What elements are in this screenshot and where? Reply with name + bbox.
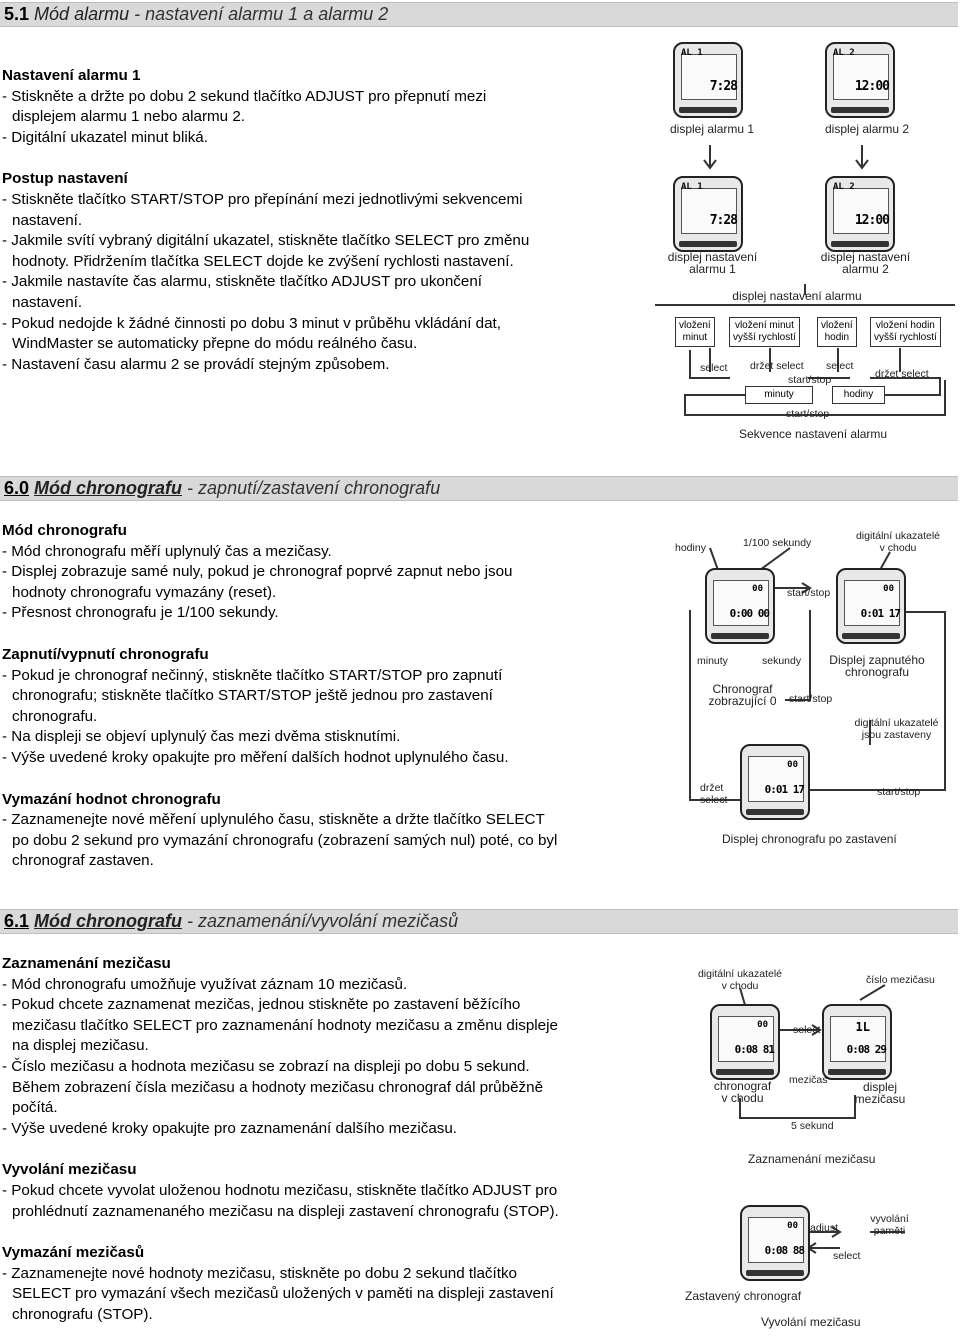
paragraph-title: Mód chronografu xyxy=(2,522,127,539)
box-vlozeni-minut: vložení minut xyxy=(675,317,715,347)
text-line: chronograf zastaven. xyxy=(12,852,154,870)
text-line: počítá. xyxy=(12,1099,58,1117)
label-lap-display: displej mezičasu xyxy=(854,1080,906,1106)
section-number: 6.0 xyxy=(4,478,30,498)
label-digital-running: digitální ukazatelé v chodu xyxy=(697,968,783,992)
section-mode: Mód alarmu xyxy=(34,4,130,24)
label-stopped-chrono: Zastavený chronograf xyxy=(685,1289,802,1303)
text-line: - Mód chronografu měří uplynulý čas a mezičasy. xyxy=(2,542,332,560)
text-line: - Pokud chcete zaznamenat mezičas, jednou stiskněte po zastavení běžícího xyxy=(2,996,521,1014)
paragraph-title: Vyvolání mezičasu xyxy=(2,1161,137,1179)
label-digital-stopped: digitální ukazatelé jsou zastaveny xyxy=(854,717,939,741)
text-line: po dobu 2 sekund pro vymazání chronografu (zobrazení samých nul) poté, co byl xyxy=(12,831,558,849)
section-mode: Mód chronografu xyxy=(34,478,183,498)
paragraph-title: Vymazání hodnot chronografu xyxy=(2,790,221,808)
label-1-100-sekundy: 1/100 sekundy xyxy=(743,537,812,549)
label-lap-number: číslo mezičasu xyxy=(866,974,935,986)
text-line: - Jakmile nastavíte čas alarmu, stiskněte tlačítko ADJUST pro ukončení xyxy=(2,273,483,291)
display-alarm-1: AL 1 7:28 xyxy=(673,42,743,118)
figure-caption: Displej chronografu po zastavení xyxy=(722,832,897,846)
section-mode: Mód chronografu xyxy=(34,911,183,931)
box-hodiny: hodiny xyxy=(832,386,885,404)
box-vlozeni-hodin-rych: vložení hodin vyšší rychlostí xyxy=(870,317,941,347)
section-number: 6.1 xyxy=(4,911,30,931)
display-setting-alarm-2: AL 2 12:00 xyxy=(825,176,895,252)
paragraph-title: Vymazání mezičasů xyxy=(2,1244,145,1262)
text-line: nastavení. xyxy=(12,211,83,229)
label-5-sec: 5 sekund xyxy=(791,1120,834,1132)
paragraph-title: Postup nastavení xyxy=(2,170,128,188)
label-adjust: adjust xyxy=(810,1222,839,1234)
label-hodiny: hodiny xyxy=(675,542,706,554)
label-start-stop-3: start/stop xyxy=(877,786,921,798)
display-alarm-2: AL 2 12:00 xyxy=(825,42,895,118)
section-subtitle: - zapnutí/zastavení chronografu xyxy=(187,478,441,498)
figure-caption-2: Vyvolání mezičasu xyxy=(761,1315,861,1329)
label-lap: mezičas xyxy=(789,1074,828,1086)
section-subtitle: - zaznamenání/vyvolání mezičasů xyxy=(187,911,459,931)
split-display-lap: 1L 0:08 29 xyxy=(822,1004,892,1080)
paragraph-title: Nastavení alarmu 1 xyxy=(2,67,141,84)
box-minuty: minuty xyxy=(745,386,813,404)
text-line: na displej mezičasu. xyxy=(12,1037,149,1055)
label-start-stop-1: start/stop xyxy=(788,374,832,386)
text-line: - Stiskněte a držte po dobu 2 sekund tlačítko ADJUST pro přepnutí mezi xyxy=(2,87,487,105)
label-setting-1: displej nastavení alarmu 1 xyxy=(667,250,758,276)
label-select-2: select xyxy=(833,1250,861,1262)
text-line: - Stiskněte tlačítko START/STOP pro přepínání mezi jednotlivými sekvencemi xyxy=(2,190,523,208)
chrono-display-zero: 00 0:00 00 xyxy=(705,568,775,644)
text-line: - Přesnost chronografu je 1/100 sekundy. xyxy=(2,604,279,622)
text-line: - Nastavení času alarmu 2 se provádí stejným způsobem. xyxy=(2,355,390,373)
label-drzet-select-2: držet select xyxy=(875,368,929,380)
text-line: - Displej zobrazuje samé nuly, pokud je chronograf poprvé zapnut nebo jsou xyxy=(2,563,513,581)
label-recall-memory: vyvolání paměti xyxy=(870,1213,909,1237)
label-drzet-select: držet select xyxy=(700,782,728,806)
text-line: - Digitální ukazatel minut bliká. xyxy=(2,128,208,146)
label-display-running: Displej zapnutého chronografu xyxy=(829,653,925,679)
chrono-display-stopped: 00 0:01 17 xyxy=(740,744,810,820)
section-number: 5.1 xyxy=(4,4,30,24)
text-line: nastavení. xyxy=(12,293,83,311)
label-sekundy: sekundy xyxy=(762,655,802,667)
text-line: chronografu. xyxy=(12,707,98,725)
text-line: - Zaznamenejte nové měření uplynulého času, stiskněte a držte tlačítko SELECT xyxy=(2,811,545,829)
label-chrono-zero: Chronograf zobrazující 0 xyxy=(708,682,777,708)
label-display-alarm-2: displej alarmu 2 xyxy=(825,122,910,136)
text-line: Během zobrazení čísla mezičasu a hodnoty mezičasu chronograf dál průběžně xyxy=(12,1078,544,1096)
label-select-2: select xyxy=(826,360,854,372)
text-line: - Mód chronografu umožňuje využívat záznam 10 mezičasů. xyxy=(2,975,408,993)
text-line: - Číslo mezičasu a hodnota mezičasu se zobrazí na displeji po dobu 5 sekund. xyxy=(2,1057,530,1075)
label-select: select xyxy=(793,1024,821,1036)
label-setting-2: displej nastavení alarmu 2 xyxy=(820,250,911,276)
text-line: displejem alarmu 1 nebo alarmu 2. xyxy=(12,108,245,126)
text-line: chronografu (STOP). xyxy=(12,1305,153,1323)
paragraph-title: Zapnutí/vypnutí chronografu xyxy=(2,645,209,663)
text-line: hodnoty. Přidržením tlačítka SELECT dojde ke zvýšení rychlosti nastavení. xyxy=(12,252,514,270)
figure-caption: Sekvence nastavení alarmu xyxy=(739,427,888,441)
display-setting-alarm-1: AL 1 7:28 xyxy=(673,176,743,252)
text-line: SELECT pro vymazání všech mezičasů uložených v paměti na displeji zastavení xyxy=(12,1285,554,1303)
text-line: WindMaster se automaticky přepne do módu reálného času. xyxy=(12,335,418,353)
label-start-stop-2: start/stop xyxy=(789,693,833,705)
text-line: - Výše uvedené kroky opakujte pro zaznamenání dalšího mezičasu. xyxy=(2,1119,458,1137)
label-drzet-select-1: držet select xyxy=(750,360,804,372)
label-start-stop-2: start/stop xyxy=(786,408,830,420)
label-minuty: minuty xyxy=(697,655,728,667)
split-display-stopped: 00 0:08 88 xyxy=(740,1205,810,1281)
text-line: - Výše uvedené kroky opakujte pro měření dalších hodnot uplynulého času. xyxy=(2,748,509,766)
label-select-1: select xyxy=(700,362,728,374)
box-vlozeni-hodin: vložení hodin xyxy=(817,317,857,347)
paragraph-title: Zaznamenání mezičasu xyxy=(2,955,171,972)
text-line: - Pokud nedojde k žádné činnosti po dobu 3 minut v průběhu vkládání dat, xyxy=(2,314,501,332)
figure-caption-1: Zaznamenání mezičasu xyxy=(748,1152,876,1166)
text-line: chronografu; stiskněte tlačítko START/STOP ještě jednou pro zastavení xyxy=(12,687,493,705)
text-line: - Jakmile svítí vybraný digitální ukazatel, stiskněte tlačítko SELECT pro změnu xyxy=(2,232,530,250)
text-line: - Na displeji se objeví uplynulý čas mezi dvěma stisknutími. xyxy=(2,728,401,746)
section-subtitle: - nastavení alarmu 1 a alarmu 2 xyxy=(134,4,389,24)
text-line: prohlédnutí zaznamenaného mezičasu na displeji zastavení chronografu (STOP). xyxy=(12,1202,559,1220)
text-line: - Pokud chcete vyvolat uloženou hodnotu mezičasu, stiskněte tlačítko ADJUST pro xyxy=(2,1181,558,1199)
chrono-display-running: 00 0:01 17 xyxy=(836,568,906,644)
box-vlozeni-minut-rych: vložení minut vyšší rychlostí xyxy=(729,317,800,347)
text-line: - Pokud je chronograf nečinný, stiskněte tlačítko START/STOP pro zapnutí xyxy=(2,666,503,684)
text-line: mezičasu tlačítko SELECT pro zaznamenání hodnoty mezičasu a změnu displeje xyxy=(12,1016,558,1034)
label-chrono-running: chronograf v chodu xyxy=(713,1079,772,1105)
label-setting-display: displej nastavení alarmu xyxy=(732,289,862,303)
text-line: - Zaznamenejte nové hodnoty mezičasu, stiskněte po dobu 2 sekund tlačítko xyxy=(2,1264,517,1282)
label-start-stop-1: start/stop xyxy=(787,587,831,599)
text-line: hodnoty chronografu vymazány (reset). xyxy=(12,583,277,601)
split-display-running: 00 0:08 81 xyxy=(710,1004,780,1080)
label-display-alarm-1: displej alarmu 1 xyxy=(670,122,755,136)
label-digital-running: digitální ukazatelé v chodu xyxy=(855,530,941,554)
